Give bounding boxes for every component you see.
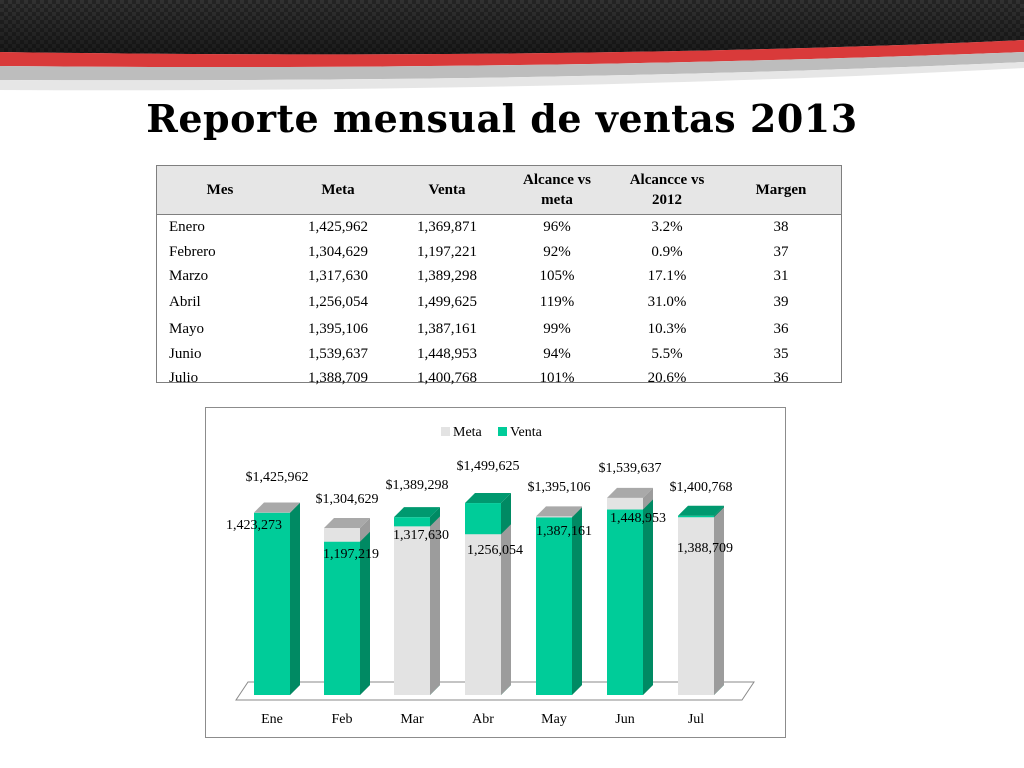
x-tick-label: Mar bbox=[400, 712, 424, 727]
bar-venta-Feb-front bbox=[324, 542, 360, 695]
table-cell: 35 bbox=[773, 345, 789, 362]
inner-data-label: 1,423,273 bbox=[226, 518, 282, 533]
header-banner bbox=[0, 0, 1024, 95]
x-tick-label: Abr bbox=[472, 712, 494, 727]
table-cell: 1,304,629 bbox=[308, 243, 368, 260]
legend-label-venta: Venta bbox=[510, 425, 542, 440]
top-data-label: $1,395,106 bbox=[527, 480, 591, 495]
table-cell: 1,256,054 bbox=[308, 293, 368, 310]
bar-venta-Jun-front bbox=[607, 510, 643, 695]
table-cell: 1,425,962 bbox=[308, 218, 368, 235]
table-cell: 10.3% bbox=[647, 320, 687, 337]
inner-data-label: 1,317,630 bbox=[393, 528, 449, 543]
column-header: Margen bbox=[721, 166, 841, 214]
table-row bbox=[157, 214, 841, 240]
bar-meta-Mar-side bbox=[430, 516, 440, 695]
inner-data-label: 1,448,953 bbox=[610, 511, 666, 526]
table-cell: 36 bbox=[773, 320, 789, 337]
bar-venta-Jun-side bbox=[643, 500, 653, 695]
inner-data-label: 1,256,054 bbox=[467, 543, 523, 558]
top-data-label: $1,539,637 bbox=[598, 461, 662, 476]
bar-meta-Jul-side bbox=[714, 507, 724, 695]
inner-data-label: 1,197,219 bbox=[323, 547, 379, 562]
table-cell: Marzo bbox=[169, 267, 209, 284]
top-data-label: $1,389,298 bbox=[385, 478, 449, 493]
table-cell: 101% bbox=[539, 370, 575, 386]
legend-swatch-meta bbox=[441, 427, 450, 436]
top-data-label: $1,304,629 bbox=[315, 492, 379, 507]
table-cell: 0.9% bbox=[651, 243, 683, 260]
table-body bbox=[157, 214, 841, 391]
column-header: Mes bbox=[157, 166, 283, 214]
bar-venta-Ene-front bbox=[254, 513, 290, 695]
table-row bbox=[157, 316, 841, 342]
table-cell: 94% bbox=[543, 345, 571, 362]
bar-meta-Abr-front bbox=[465, 534, 501, 695]
table-cell: 31.0% bbox=[647, 293, 687, 310]
table-cell: Julio bbox=[169, 370, 199, 386]
column-header: Alcance vs meta bbox=[501, 166, 613, 214]
legend-label-meta: Meta bbox=[453, 425, 482, 440]
table-cell: 96% bbox=[543, 218, 571, 235]
top-data-label: $1,400,768 bbox=[669, 480, 733, 495]
table-cell: 3.2% bbox=[651, 218, 683, 235]
table-row bbox=[157, 366, 841, 391]
x-tick-label: Feb bbox=[331, 712, 353, 727]
table-cell: 17.1% bbox=[647, 267, 687, 284]
table-cell: 1,499,625 bbox=[417, 293, 477, 310]
table-cell: 39 bbox=[773, 293, 789, 310]
table-cell: 92% bbox=[543, 243, 571, 260]
table-row bbox=[157, 264, 841, 288]
table-cell: 37 bbox=[773, 243, 789, 260]
inner-data-label: 1,388,709 bbox=[677, 541, 733, 556]
table-cell: 5.5% bbox=[651, 345, 683, 362]
table-cell: 119% bbox=[539, 293, 575, 310]
table-cell: 31 bbox=[773, 267, 789, 284]
table-cell: 99% bbox=[543, 320, 571, 337]
x-tick-label: Jul bbox=[687, 712, 705, 727]
top-data-label: $1,499,625 bbox=[456, 459, 520, 474]
sales-chart bbox=[205, 407, 786, 738]
column-header: Venta bbox=[393, 166, 501, 214]
table-row bbox=[157, 240, 841, 264]
top-data-label: $1,425,962 bbox=[245, 470, 309, 485]
table-cell: 1,448,953 bbox=[417, 345, 477, 362]
bar-venta-Ene-side bbox=[290, 503, 300, 695]
table-cell: 36 bbox=[773, 370, 789, 386]
chart-canvas bbox=[206, 408, 785, 737]
sales-table bbox=[156, 165, 842, 386]
table-cell: 20.6% bbox=[647, 370, 687, 386]
table-cell: Mayo bbox=[169, 320, 204, 337]
bar-venta-May-front bbox=[536, 517, 572, 695]
table-cell: 1,395,106 bbox=[308, 320, 368, 337]
x-tick-label: Jun bbox=[615, 712, 635, 727]
table-cell: 105% bbox=[539, 267, 575, 284]
table-cell: 1,400,768 bbox=[417, 370, 477, 386]
table-row bbox=[157, 288, 841, 316]
table-cell: 1,539,637 bbox=[308, 345, 368, 362]
table-cell: 1,197,221 bbox=[417, 243, 477, 260]
table-row bbox=[157, 342, 841, 366]
table-cell: 1,317,630 bbox=[308, 267, 368, 284]
table-cell: Abril bbox=[169, 293, 201, 310]
legend-swatch-venta bbox=[498, 427, 507, 436]
page-title: Reporte mensual de ventas 2013 bbox=[146, 96, 858, 141]
x-tick-label: Ene bbox=[261, 712, 283, 727]
column-header: Alcancce vs 2012 bbox=[613, 166, 721, 214]
table-cell: 1,389,298 bbox=[417, 267, 477, 284]
table-cell: Junio bbox=[169, 345, 202, 362]
table-cell: 1,387,161 bbox=[417, 320, 477, 337]
table-cell: 38 bbox=[773, 218, 789, 235]
column-header: Meta bbox=[283, 166, 393, 214]
inner-data-label: 1,387,161 bbox=[536, 524, 592, 539]
table-cell: Enero bbox=[169, 218, 205, 235]
table-cell: 1,369,871 bbox=[417, 218, 477, 235]
bar-meta-Mar-front bbox=[394, 526, 430, 695]
table-cell: 1,388,709 bbox=[308, 370, 368, 386]
x-tick-label: May bbox=[541, 712, 567, 727]
table-cell: Febrero bbox=[169, 243, 216, 260]
table-header-row bbox=[157, 166, 841, 214]
